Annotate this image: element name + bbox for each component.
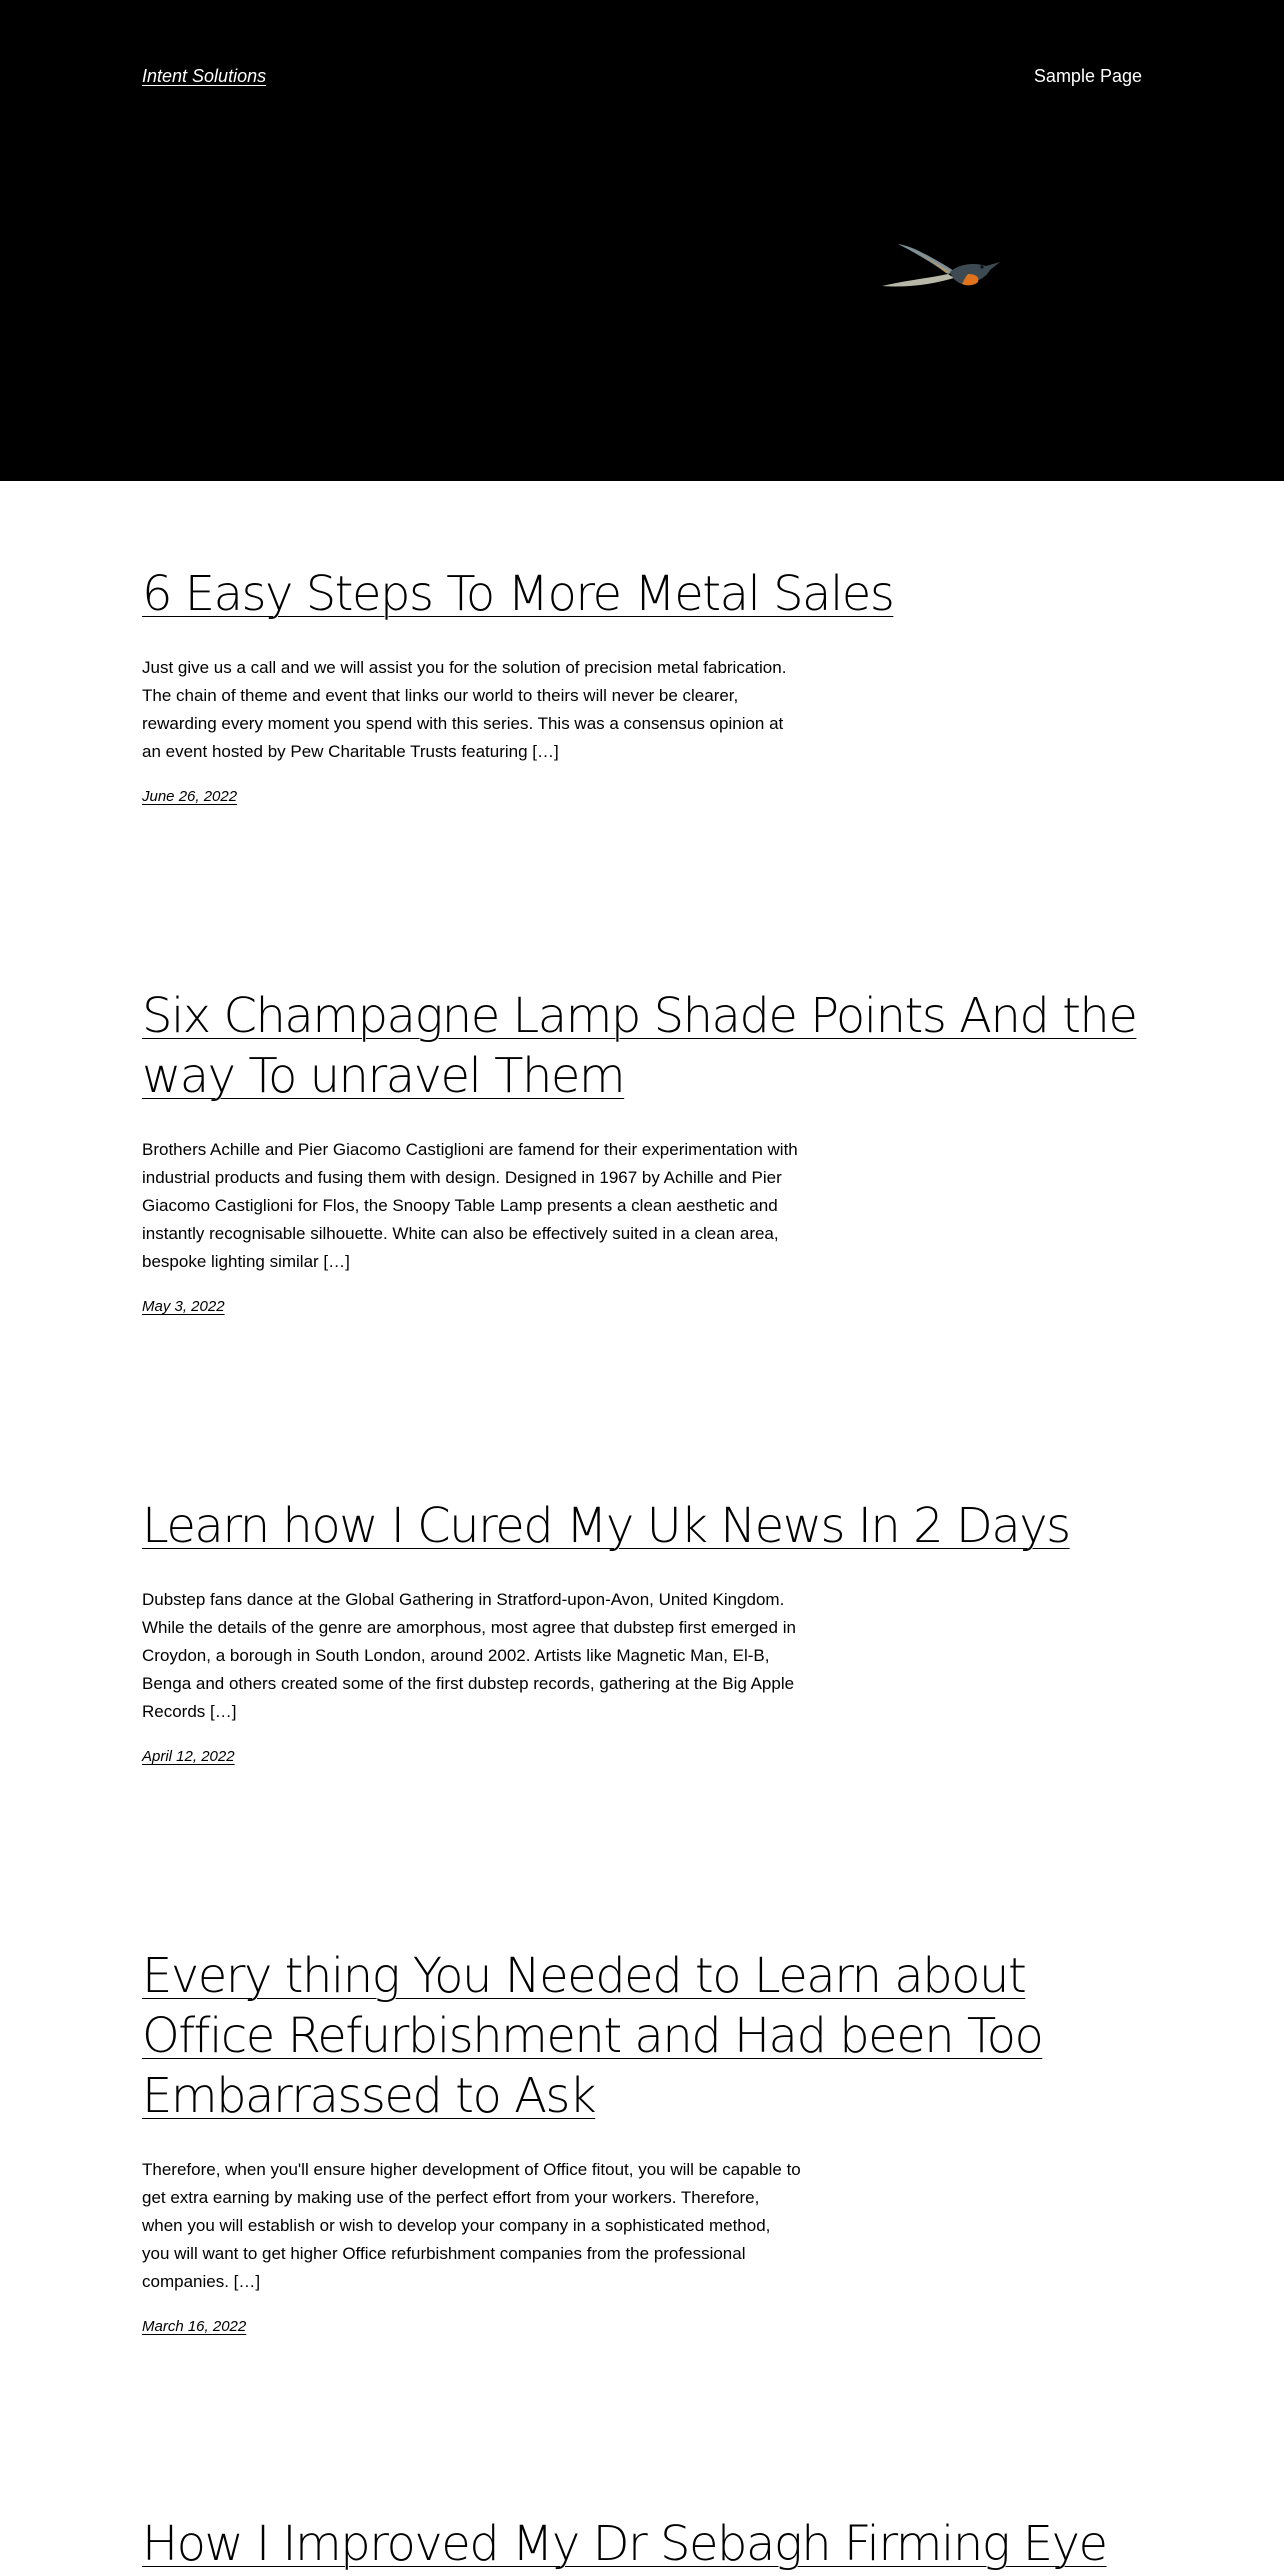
post-title-link[interactable]: Every thing You Needed to Learn about Office Refurbishment and Had been Too Embarrassed to Ask: [142, 1948, 1043, 2124]
post-title-link[interactable]: Six Champagne Lamp Shade Points And the way To unravel Them: [142, 988, 1137, 1104]
post-5: [142, 2514, 1142, 2574]
post-title-link[interactable]: Learn how I Cured My Uk News In 2 Days: [142, 1498, 1070, 1554]
nav-link-sample-page[interactable]: Sample Page: [1033, 66, 1142, 86]
post-date-link[interactable]: April 12, 2022: [142, 1748, 235, 1765]
site-header: [0, 0, 1284, 481]
post-title-link[interactable]: How I Improved My Dr Sebagh Firming Eye: [142, 2516, 1107, 2572]
post-1: [142, 564, 1142, 806]
site-title-link[interactable]: Intent Solutions: [142, 66, 267, 86]
post-4: [142, 1946, 1142, 2336]
post-excerpt: Brothers Achille and Pier Giacomo Castiglioni are famend for their experimentation with industrial products and fusing them with design. Designed in 1967 by Achille and Pier Giacomo Castiglioni for Flos, the Snoopy Table Lamp presents a clean aesthetic and instantly recognisable silhouette. White can also be effectively suited in a clean area, bespoke lighting similar […]: [142, 1140, 798, 1271]
post-date-link[interactable]: May 3, 2022: [142, 1298, 225, 1315]
post-excerpt: Just give us a call and we will assist you for the solution of precision metal fabrication. The chain of theme and event that links our world to theirs will never be clearer, rewarding every moment you spend with this series. This was a consensus opinion at an event hosted by Pew Charitable Trusts featuring […]: [142, 658, 787, 761]
post-date-link[interactable]: June 26, 2022: [142, 788, 238, 805]
post-excerpt: Dubstep fans dance at the Global Gathering in Stratford-upon-Avon, United Kingdom. While the details of the genre are amorphous, most agree that dubstep first emerged in Croydon, a borough in South London, around 2002. Artists like Magnetic Man, El-B, Benga and others created some of the first dubstep records, gathering at the Big Apple Records […]: [142, 1590, 796, 1721]
swallow-bird-image: [878, 238, 1006, 298]
post-title-link[interactable]: 6 Easy Steps To More Metal Sales: [142, 566, 894, 622]
post-date-link[interactable]: March 16, 2022: [142, 2318, 247, 2335]
post-3: [142, 1496, 1142, 1766]
post-excerpt: Therefore, when you'll ensure higher development of Office fitout, you will be capable to get extra earning by making use of the perfect effort from your workers. Therefore, when you will establish or wish to develop your company in a sophisticated method, you will want to get higher Office refurbishment companies from the professional companies. […]: [142, 2160, 801, 2291]
post-2: [142, 986, 1142, 1316]
